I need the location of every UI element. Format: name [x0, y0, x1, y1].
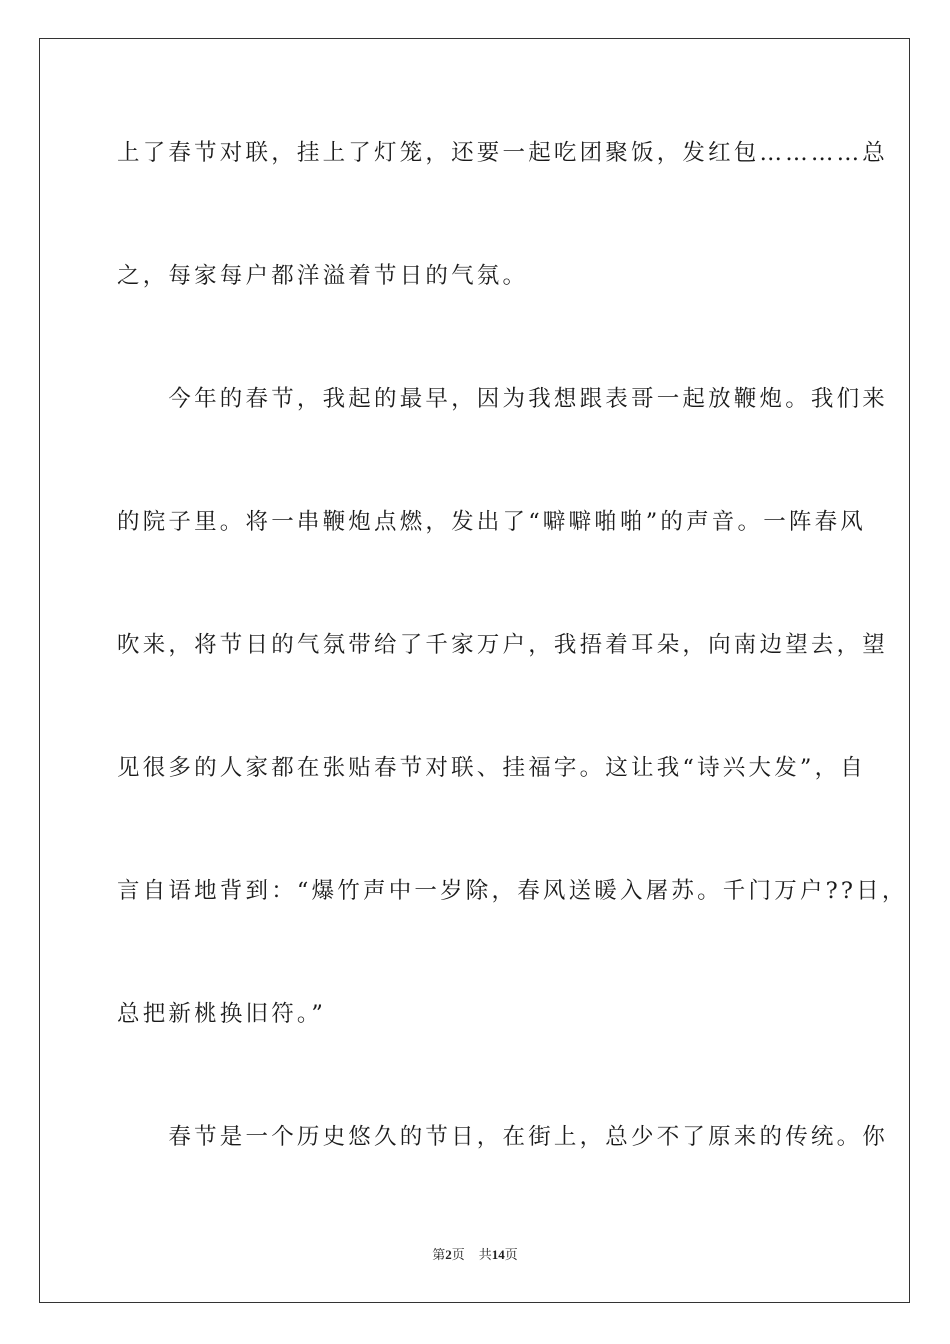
text-line-3: 今年的春节，我起的最早，因为我想跟表哥一起放鞭炮。我们来: [117, 386, 889, 412]
total-pages: 14: [491, 1247, 505, 1262]
page-prefix: 第: [432, 1248, 446, 1263]
page-footer: [0, 1246, 950, 1265]
page-number: 2: [445, 1247, 452, 1262]
total-suffix: 页: [504, 1248, 518, 1263]
text-line-7: 言自语地背到：“爆竹声中一岁除，春风送暖入屠苏。千门万户??日，: [117, 878, 908, 904]
total-prefix: 共: [478, 1248, 492, 1263]
page-suffix: 页: [451, 1248, 465, 1263]
text-line-4: 的院子里。将一串鞭炮点燃，发出了“噼噼啪啪”的声音。一阵春风: [117, 509, 867, 535]
text-line-9: 春节是一个历史悠久的节日，在街上，总少不了原来的传统。你: [117, 1124, 889, 1150]
text-line-8: 总把新桃换旧符。”: [117, 1001, 327, 1027]
text-line-1: 上了春节对联，挂上了灯笼，还要一起吃团聚饭，发红包…………总: [117, 140, 889, 166]
text-line-6: 见很多的人家都在张贴春节对联、挂福字。这让我“诗兴大发”，自: [117, 755, 867, 781]
page-border: [39, 38, 910, 1303]
text-line-2: 之，每家每户都洋溢着节日的气氛。: [117, 263, 529, 289]
text-line-5: 吹来，将节日的气氛带给了千家万户，我捂着耳朵，向南边望去，望: [117, 632, 889, 658]
